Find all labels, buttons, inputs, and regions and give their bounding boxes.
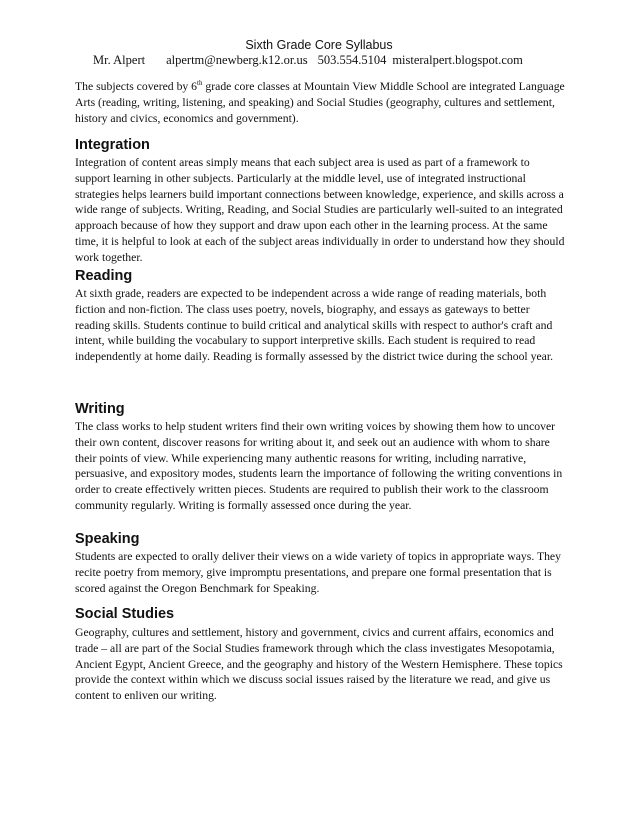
- teacher-email: alpertm@newberg.k12.or.us: [166, 53, 308, 67]
- contact-line: [93, 52, 523, 68]
- document-title: Sixth Grade Core Syllabus: [245, 38, 393, 52]
- reading-heading: Reading: [75, 268, 133, 284]
- intro-text-end: grade core classes at Mountain View Middle School are integrated Language Arts (reading, writing, listening, and speaking) and Social Studies (geography, cultures and settlement, history and civics, economics and government).: [75, 80, 565, 125]
- speaking-paragraph: Students are expected to orally deliver their views on a wide variety of topics in appropriate ways. They recite poetry from memory, give impromptu presentations, and prepare one formal presentation that is scored against the Oregon Benchmark for Speaking.: [75, 550, 561, 595]
- writing-heading: Writing: [75, 401, 125, 417]
- intro-paragraph: [75, 79, 565, 126]
- social-studies-heading: Social Studies: [75, 606, 175, 622]
- social-studies-paragraph: Geography, cultures and settlement, history and government, civics and current affairs, economics and trade – all are part of the Social Studies framework through which the class investigates Mesopotamia, Ancient Egypt, Ancient Greece, and the geography and history of the Western Hemisphere. These topics provide the context within which we discuss social issues raised by the literature we read, and give us content to enliven our writing.: [75, 626, 563, 703]
- integration-paragraph: Integration of content areas simply means that each subject area is used as part of a framework to support learning in other subjects. Particularly at the middle level, use of integrated instructional strategies helps learners build important connections between knowledge, experience, and skills across a wide range of subjects. Writing, Reading, and Social Studies are particularly well-suited to an integrated approach because of how they support and draw upon each other in the learning process. At the same time, it is helpful to look at each of the subject areas individually in order to understand how they should work together.: [75, 156, 565, 264]
- writing-paragraph: The class works to help student writers find their own writing voices by showing them how to uncover their own content, discover reasons for writing about it, and seek out an audience with whom to share their points of view. While experiencing many authentic reasons for writing, including narrative, persuasive, and expository modes, students learn the importance of following the writing conventions in order to create effectively written pieces. Students are required to publish their work to the classroom community regularly. Writing is formally assessed once during the year.: [75, 420, 563, 512]
- teacher-phone: 503.554.5104: [317, 53, 387, 67]
- intro-superscript: th: [197, 79, 203, 88]
- speaking-heading: Speaking: [75, 531, 140, 547]
- intro-text-start: The subjects covered by 6: [75, 80, 198, 93]
- teacher-name: Mr. Alpert: [93, 53, 146, 67]
- integration-heading: Integration: [75, 137, 150, 153]
- teacher-website: misteralpert.blogspot.com: [392, 53, 523, 67]
- reading-paragraph: At sixth grade, readers are expected to be independent across a wide range of reading materials, both fiction and non-fiction. The class uses poetry, novels, biography, and essays as gateways to better reading skills. Students continue to build critical and analytical skills with respect to author's craft and intent, while building the vocabulary to support interpretive skills. Each student is required to read independently at home daily. Reading is formally assessed by the district twice during the school year.: [75, 287, 553, 364]
